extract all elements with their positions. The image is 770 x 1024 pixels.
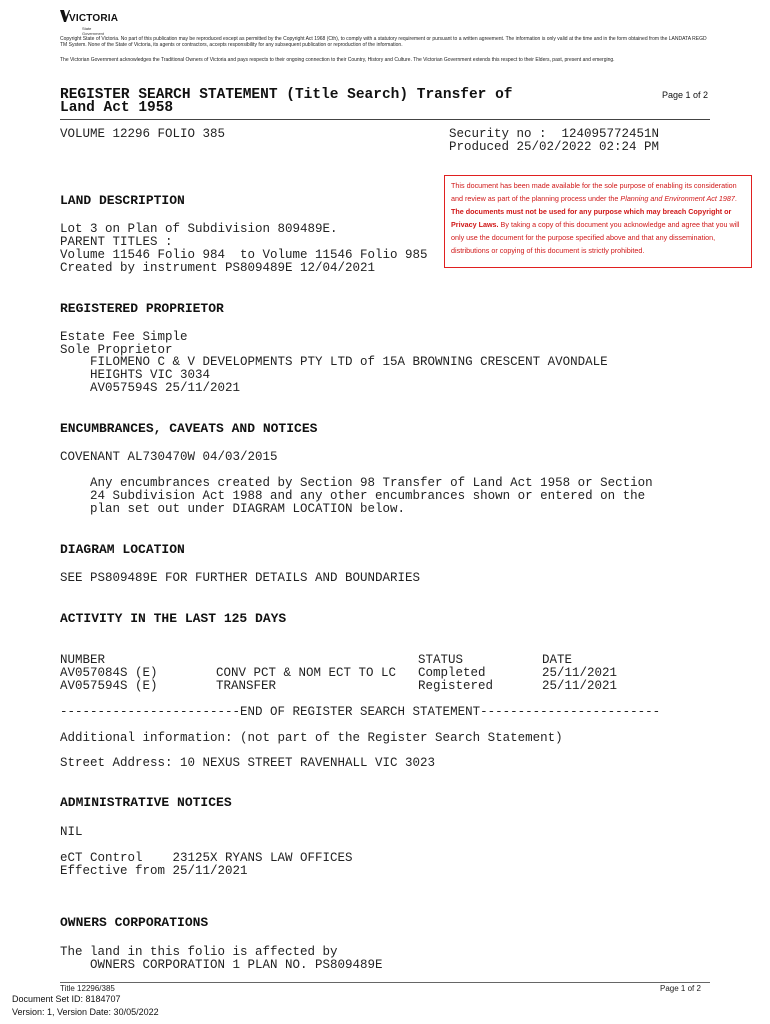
- activity-row1-type: CONV PCT & NOM ECT TO LC: [216, 666, 397, 680]
- document-set-id: Document Set ID: 8184707: [12, 994, 121, 1004]
- administrative-notices-heading: ADMINISTRATIVE NOTICES: [60, 795, 232, 810]
- copyright-notice: Copyright State of Victoria. No part of this publication may be reproduced except as permitted by the Copyright Act 1968 (Cth), to comply with a statutory requirement or pursuant to a written agreement. The information is only valid at the time and in the form obtained from the LANDATA REGD TM System. None of the State of Victoria, its agents or contractors, accepts responsibility for any subsequent publication or reproduction of the information.: [60, 36, 707, 48]
- activity-row1-number: AV057084S (E): [60, 666, 158, 680]
- encumbrance-text-line3: plan set out under DIAGRAM LOCATION below.: [60, 502, 406, 516]
- proprietor-instrument: AV057594S 25/11/2021: [60, 381, 241, 395]
- encumbrance-text-line2: 24 Subdivision Act 1988 and any other encumbrances shown or entered on the: [60, 489, 646, 503]
- proprietor-estate: Estate Fee Simple: [60, 330, 188, 344]
- page-number: Page 1 of 2: [662, 90, 709, 100]
- logo-wordmark: VICTORIA: [69, 13, 119, 24]
- activity-row2-number: AV057594S (E): [60, 679, 158, 693]
- volume-folio: VOLUME 12296 FOLIO 385: [60, 127, 226, 141]
- activity-row2-status: Registered: [418, 679, 494, 693]
- activity-col-date: DATE: [542, 653, 573, 667]
- encumbrance-text-line1: Any encumbrances created by Section 98 Transfer of Land Act 1958 or Section: [60, 476, 653, 490]
- encumbrance-covenant: COVENANT AL730470W 04/03/2015: [60, 450, 278, 464]
- registered-proprietor-heading: REGISTERED PROPRIETOR: [60, 301, 224, 316]
- footer-page-number: Page 1 of 2: [660, 984, 701, 993]
- activity-heading: ACTIVITY IN THE LAST 125 DAYS: [60, 611, 287, 626]
- land-line-created: Created by instrument PS809489E 12/04/2021: [60, 261, 376, 275]
- owners-line2: OWNERS CORPORATION 1 PLAN NO. PS809489E: [60, 958, 383, 972]
- land-line-lot: Lot 3 on Plan of Subdivision 809489E.: [60, 222, 338, 236]
- title-rule: [60, 119, 710, 120]
- footer-rule: [60, 982, 710, 983]
- diagram-location-heading: DIAGRAM LOCATION: [60, 542, 185, 557]
- document-version: Version: 1, Version Date: 30/05/2022: [12, 1007, 159, 1017]
- proprietor-name: FILOMENO C & V DEVELOPMENTS PTY LTD of 15A BROWNING CRESCENT AVONDALE: [60, 355, 608, 369]
- land-line-volumes: Volume 11546 Folio 984 to Volume 11546 Folio 985: [60, 248, 428, 262]
- owners-line1: The land in this folio is affected by: [60, 945, 338, 959]
- notice-bold-warning: The documents must not be used for any purpose which may breach Copyright or Privacy Laws.: [451, 206, 732, 229]
- notice-text-part3: By taking a copy of this document you acknowledge and agree that you will only use the document for the purpose specified above and that any dissemination, distributions or copying of this document is strictly prohibited.: [451, 219, 740, 255]
- notice-text-part2: .: [734, 193, 737, 203]
- end-of-statement-line: ------------------------END OF REGISTER SEARCH STATEMENT------------------------: [60, 705, 661, 719]
- proprietor-type: Sole Proprietor: [60, 343, 173, 357]
- land-line-parent-titles: PARENT TITLES :: [60, 235, 173, 249]
- admin-nil: NIL: [60, 825, 83, 839]
- activity-row1-status: Completed: [418, 666, 486, 680]
- owners-corporations-heading: OWNERS CORPORATIONS: [60, 915, 209, 930]
- victoria-government-logo: [60, 10, 120, 36]
- notice-text-part1: This document has been made available for the sole purpose of enabling its consideration and review as part of the planning process under the: [451, 181, 737, 203]
- land-description-heading: LAND DESCRIPTION: [60, 193, 185, 208]
- activity-col-number: NUMBER: [60, 653, 106, 667]
- security-number: Security no : 124095772451N: [449, 127, 660, 141]
- additional-information: Additional information: (not part of the Register Search Statement): [60, 731, 563, 745]
- admin-ect-control: eCT Control 23125X RYANS LAW OFFICES: [60, 851, 353, 865]
- proprietor-address: HEIGHTS VIC 3034: [60, 368, 211, 382]
- activity-row2-date: 25/11/2021: [542, 679, 618, 693]
- document-title-line1: REGISTER SEARCH STATEMENT (Title Search) Transfer of: [60, 87, 513, 103]
- activity-row1-date: 25/11/2021: [542, 666, 618, 680]
- footer-title: Title 12296/385: [60, 984, 115, 993]
- street-address: Street Address: 10 NEXUS STREET RAVENHALL VIC 3023: [60, 756, 436, 770]
- activity-row2-type: TRANSFER: [216, 679, 277, 693]
- acknowledgement-notice: The Victorian Government acknowledges the Traditional Owners of Victoria and pays respects to their ongoing connection to their Country, History and Culture. The Victorian Government extends this respect to their Elders, past, present and emerging.: [60, 57, 615, 63]
- logo-subtext-government: Government: [82, 31, 105, 36]
- admin-effective-from: Effective from 25/11/2021: [60, 864, 248, 878]
- activity-col-status: STATUS: [418, 653, 464, 667]
- planning-notice-box: [444, 175, 752, 268]
- document-title-line2: Land Act 1958: [60, 100, 174, 116]
- encumbrances-heading: ENCUMBRANCES, CAVEATS AND NOTICES: [60, 421, 318, 436]
- diagram-location-text: SEE PS809489E FOR FURTHER DETAILS AND BOUNDARIES: [60, 571, 421, 585]
- produced-date: Produced 25/02/2022 02:24 PM: [449, 140, 660, 154]
- logo-subtext-state: State: [82, 26, 92, 31]
- notice-act-name: Planning and Environment Act 1987: [620, 193, 735, 203]
